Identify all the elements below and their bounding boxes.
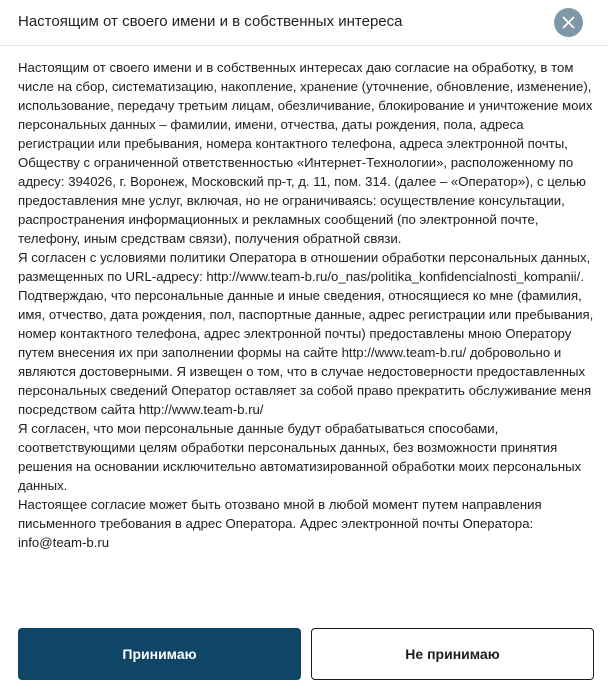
close-button[interactable] — [554, 8, 583, 37]
accept-button[interactable]: Принимаю — [18, 628, 301, 680]
consent-paragraph: Подтверждаю, что персональные данные и иные сведения, относящиеся ко мне (фамилия, имя, отчество, дата рождения, пол, паспортные данные, адрес регистрации или пребывания, номер контактного телефона, адрес электронной почты) предоставлены мною Оператору путем внесения их при заполнении формы на сайте http://www.team-b.ru/ добровольно и являются достоверными. Я извещен о том, что в случае недостоверности предоставленных персональных сведений Оператор оставляет за собой право прекратить обслуживание меня посредством сайта http://www.team-b.ru/ — [18, 288, 594, 417]
consent-paragraph: Я согласен, что мои персональные данные будут обрабатываться способами, соответствующими целям обработки персональных данных, без возможности принятия решения на основании исключительно автоматизированной обработки моих персональных данных. — [18, 421, 582, 493]
close-icon — [562, 16, 575, 29]
consent-paragraph: Настоящим от своего имени и в собственных интересах даю согласие на обработку, в том числе на сбор, систематизацию, накопление, хранение (уточнение, обновление, изменение), использование, передачу третьим лицам, обезличивание, блокирование и уничтожение моих персональных данных – фамилии, имени, отчества, даты рождения, пола, адреса регистрации или пребывания, номера контактного телефона, адреса электронной почты, Обществу с ограниченной ответственностью «Интернет-Технологии», расположенному по адресу: 394026, г. Воронеж, Московский пр-т, д. 11, пом. 314. (далее – «Оператор»), с целью предоставления мне услуг, включая, но не ограничиваясь: осуществление консультации, распространения информационных и рекламных сообщений (по электронной почте, телефону, иным средствам связи), получения обратной связи. — [18, 60, 593, 246]
modal-title: Настоящим от своего имени и в собственных интереса — [18, 13, 403, 30]
modal-header — [0, 0, 608, 46]
modal-footer — [0, 616, 608, 698]
consent-paragraph: Я согласен с условиями политики Оператора в отношении обработки персональных данных, размещенных по URL-адресу: http://www.team-b.ru/o_nas/politika_konfidencialnosti_kompanii/. — [18, 250, 591, 284]
consent-text — [18, 58, 598, 613]
decline-button[interactable]: Не принимаю — [311, 628, 594, 680]
consent-paragraph: Настоящее согласие может быть отозвано мной в любой момент путем направления письменного требования в адрес Оператора. Адрес электронной почты Оператора: info@team-b.ru — [18, 497, 542, 550]
